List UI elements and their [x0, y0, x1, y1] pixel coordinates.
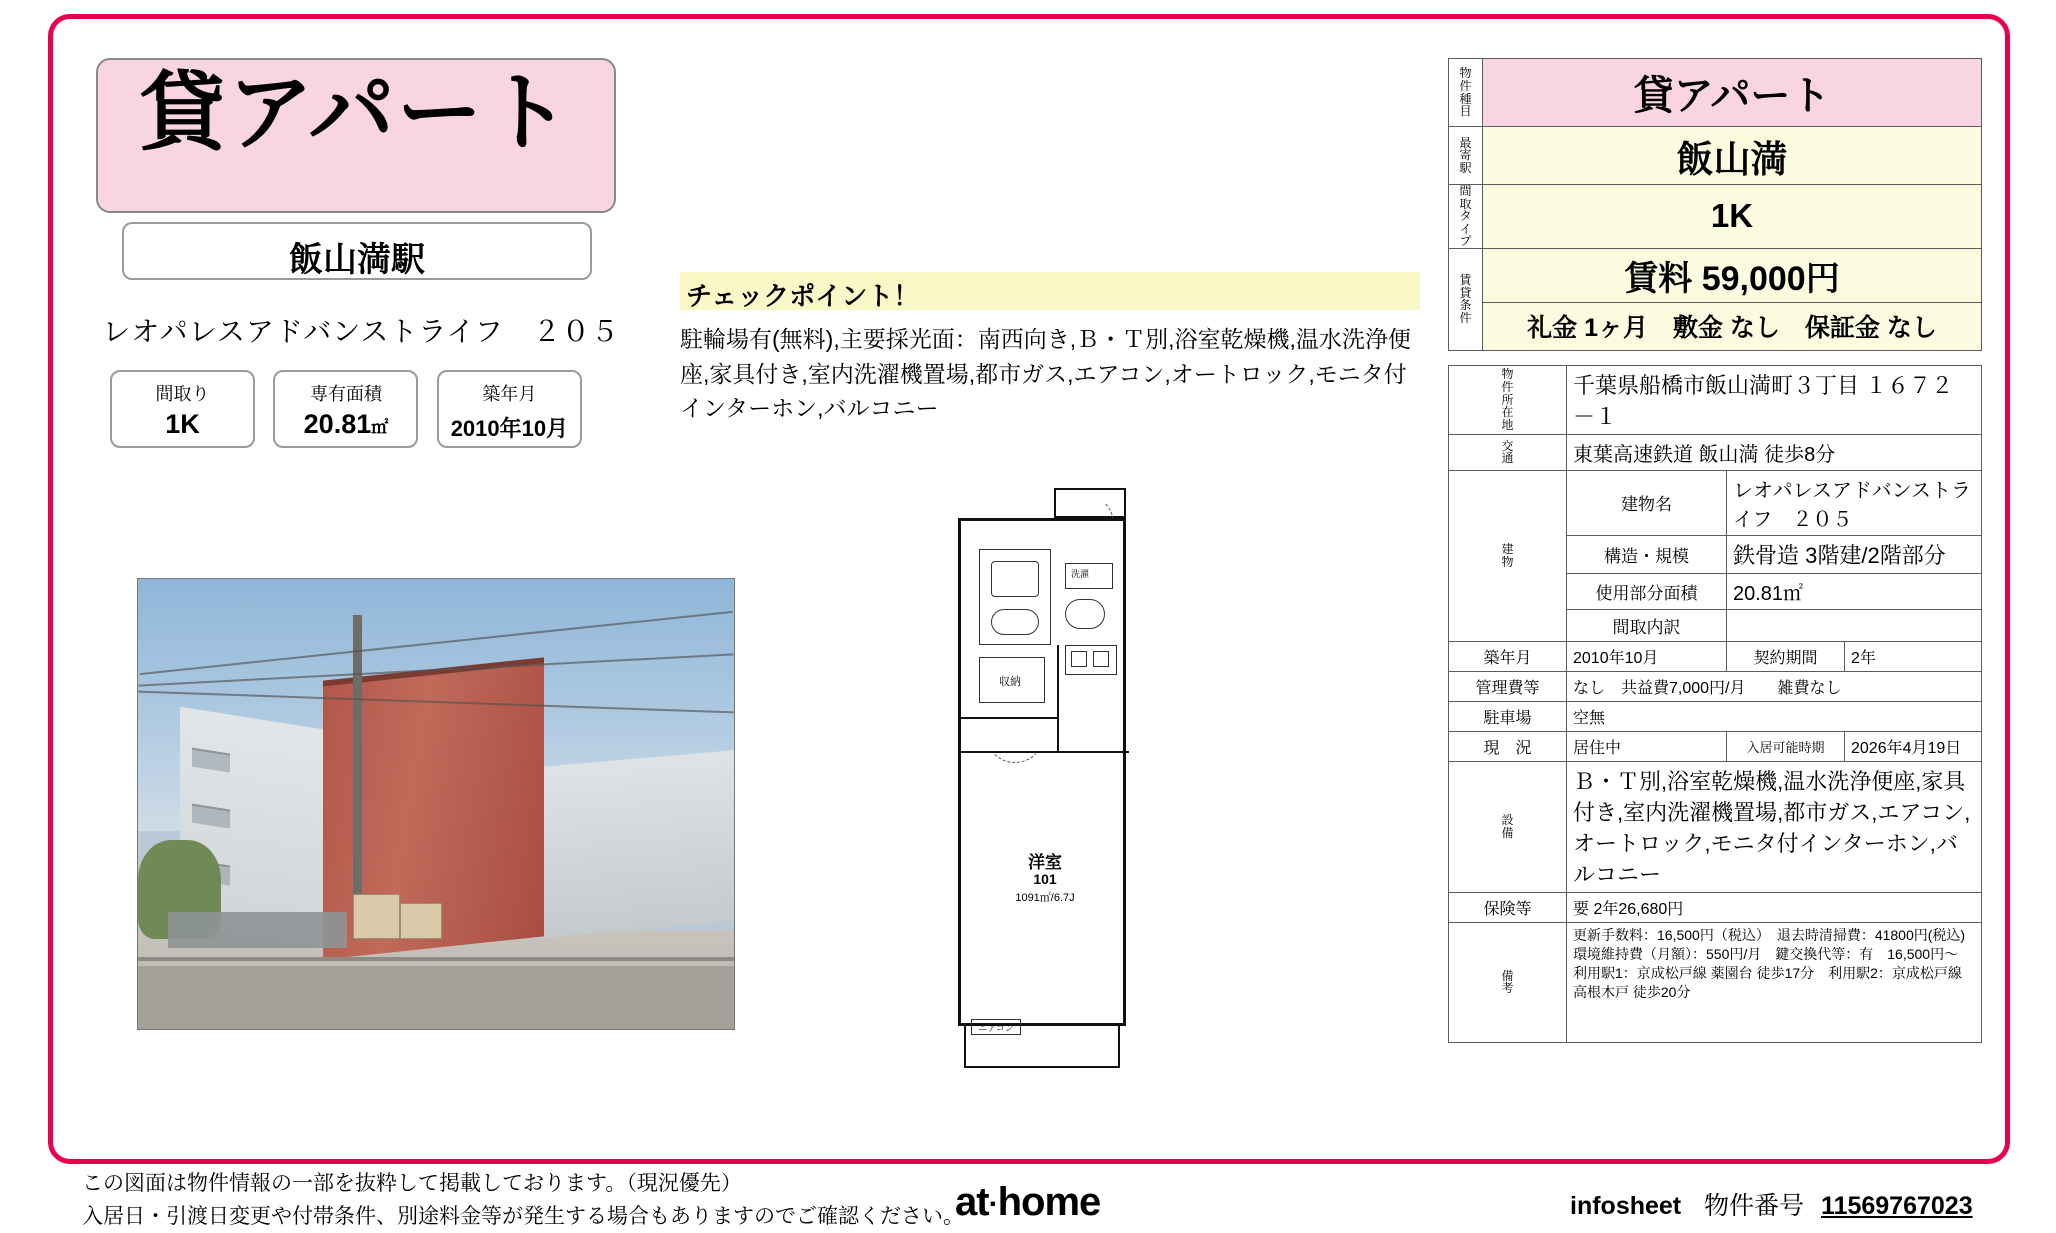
property-no-label: 物件番号 — [1704, 1192, 1805, 1220]
floorplan-room-name: 洋室 — [1028, 853, 1062, 872]
row-value-parking: 空無 — [1567, 701, 1982, 731]
row-value-area: 20.81㎡ — [1727, 573, 1982, 609]
row-value-insurance: 要 2年26,680円 — [1567, 892, 1982, 922]
row-label-remarks: 備 考 — [1449, 922, 1567, 1042]
row-value-available: 2026年4月19日 — [1845, 731, 1982, 761]
floorplan-sink-small — [1093, 651, 1109, 667]
table-row — [1449, 641, 1982, 671]
property-photo — [137, 578, 735, 1030]
table-row — [1449, 365, 1982, 434]
athome-brand-home: home — [997, 1180, 1101, 1224]
row-label-status: 現 況 — [1449, 731, 1567, 761]
photo-fence — [168, 912, 347, 948]
row-label-category: 物 件 種 目 — [1449, 59, 1483, 127]
category-title-box — [96, 58, 616, 213]
row-label-fees: 管理費等 — [1449, 671, 1567, 701]
table-row — [1449, 922, 1982, 1042]
floorplan-bathtub — [991, 561, 1039, 597]
floorplan-stove — [1071, 651, 1087, 667]
row-value-built: 2010年10月 — [1567, 641, 1727, 671]
table-row — [1449, 731, 1982, 761]
floorplan-room — [961, 753, 1129, 1029]
row-value-contract: 2年 — [1845, 641, 1982, 671]
row-value-structure: 鉄骨造 3階建/2階部分 — [1727, 535, 1982, 573]
photo-neighbor-building — [531, 750, 734, 939]
table-row — [1449, 302, 1982, 350]
row-label-insurance: 保険等 — [1449, 892, 1567, 922]
table-row — [1449, 701, 1982, 731]
photo-object — [400, 903, 442, 939]
spec-label: 専有面積 — [309, 384, 382, 404]
row-value-category: 貸アパート — [1483, 59, 1982, 127]
floor-plan — [958, 490, 1158, 1070]
row-value-address: 千葉県船橋市飯山満町３丁目 １６７２－１ — [1567, 365, 1982, 434]
floorplan-toilet — [1065, 599, 1105, 629]
footer-infosheet — [1570, 1186, 1973, 1222]
photo-road — [138, 966, 734, 1029]
station-name: 飯山満駅 — [289, 241, 425, 279]
row-value-layout: 1K — [1483, 185, 1982, 249]
table-row — [1449, 248, 1982, 302]
floorplan-storage-label: 収納 — [999, 676, 1021, 688]
sub-label-structure: 構造・規模 — [1567, 535, 1727, 573]
disclaimer-line-1: この図面は物件情報の一部を抜粋して掲載しております。（現況優先） — [82, 1172, 742, 1195]
photo-object — [353, 894, 401, 939]
row-label-built: 築年月 — [1449, 641, 1567, 671]
row-value-rent: 賃料 59,000円 — [1483, 248, 1982, 302]
footer-disclaimer — [82, 1168, 964, 1233]
row-value-fees: なし 共益費7,000円/月 雑費なし — [1567, 671, 1982, 701]
right-panel — [1448, 58, 1982, 1043]
table-row — [1449, 59, 1982, 127]
floorplan-wall — [1057, 645, 1059, 753]
row-value-building-name: レオパレスアドバンストライフ ２０５ — [1727, 470, 1982, 535]
floorplan-balcony — [964, 1026, 1120, 1068]
table-row — [1449, 434, 1982, 470]
row-label-building: 建 物 — [1449, 470, 1567, 641]
row-label-parking: 駐車場 — [1449, 701, 1567, 731]
details-table — [1448, 365, 1982, 1043]
floorplan-sink — [991, 609, 1039, 635]
table-row — [1449, 470, 1982, 535]
infosheet-label: infosheet — [1570, 1192, 1682, 1220]
spec-label: 築年月 — [482, 384, 537, 404]
sub-label-layout-detail: 間取内訳 — [1567, 609, 1727, 641]
row-label-contract: 契約期間 — [1727, 641, 1845, 671]
row-label-layout: 間 取 タ イ プ — [1449, 185, 1483, 249]
table-row — [1449, 761, 1982, 892]
row-label-address: 物 件 所 在 地 — [1449, 365, 1567, 434]
row-label-station: 最 寄 駅 — [1449, 127, 1483, 185]
floorplan-room-number: 101 — [1033, 871, 1057, 887]
building-name: レオパレスアドバンストライフ ２０５ — [102, 316, 620, 347]
row-value-status: 居住中 — [1567, 731, 1727, 761]
floorplan-outline — [958, 518, 1126, 1033]
row-value-remarks: 更新手数料：16,500円（税込） 退去時清掃費：41800円(税込) 環境維持費（月額）：550円/月 鍵交換代等：有 16,500円～ 利用駅1：京成松戸線 薬園台 徒歩17分 利用駅2：京成松戸線 高根木戸 徒歩20分 — [1567, 922, 1982, 1042]
athome-dot: · — [988, 1187, 998, 1221]
photo-kerb — [138, 957, 734, 961]
row-value-equipment: Ｂ・Ｔ別,浴室乾燥機,温水洗浄便座,家具付き,室内洗濯機置場,都市ガス,エアコン,オートロック,モニタ付インターホン,バルコニー — [1567, 761, 1982, 892]
row-label-rent-terms: 賃 貸 条 件 — [1449, 248, 1483, 350]
spec-card-area — [273, 370, 418, 448]
spec-card-built — [437, 370, 582, 448]
sub-label-area: 使用部分面積 — [1567, 573, 1727, 609]
spec-value: 2010年10月 — [450, 416, 569, 441]
table-row — [1449, 185, 1982, 249]
spec-value: 20.81㎡ — [303, 409, 389, 439]
row-value-deposit: 礼金 1ヶ月 敷金 なし 保証金 なし — [1483, 302, 1982, 350]
photo-utility-pole — [353, 615, 362, 939]
row-value-layout-detail — [1727, 609, 1982, 641]
floorplan-washer-label: 洗濯 — [1071, 569, 1090, 579]
photo-balcony — [192, 747, 229, 772]
spec-value: 1K — [165, 409, 200, 439]
row-label-equipment: 設 備 — [1449, 761, 1567, 892]
checkpoint-body: 駐輪場有(無料),主要採光面：南西向き,Ｂ・Ｔ別,浴室乾燥機,温水洗浄便座,家具付き,室内洗濯機置場,都市ガス,エアコン,オートロック,モニタ付インターホン,バルコニー — [680, 326, 1411, 421]
station-box — [122, 222, 592, 280]
floorplan-room-size: 1091㎡/6.7J — [1015, 892, 1075, 904]
table-row — [1449, 127, 1982, 185]
disclaimer-line-2: 入居日・引渡日変更や付帯条件、別途料金等が発生する場合もありますのでご確認ください。 — [82, 1204, 964, 1228]
floorplan-aircon: ニアコン — [971, 1019, 1021, 1035]
table-row — [1449, 671, 1982, 701]
spec-card-layout — [110, 370, 255, 448]
checkpoint-title: チェックポイント！ — [686, 281, 920, 311]
athome-brand-at: at — [955, 1180, 989, 1224]
spec-label: 間取り — [155, 384, 210, 404]
checkpoint-title-band — [680, 272, 1420, 310]
category-title: 貸アパート — [139, 65, 573, 161]
row-value-transport: 東葉高速鉄道 飯山満 徒歩8分 — [1567, 434, 1982, 470]
spec-row — [110, 370, 596, 448]
summary-table — [1448, 58, 1982, 351]
floorplan-wall — [961, 751, 1129, 753]
row-label-available: 入居可能時期 — [1727, 731, 1845, 761]
athome-logo — [955, 1180, 1100, 1225]
row-value-station: 飯山満 — [1483, 127, 1982, 185]
photo-balcony — [192, 803, 229, 828]
row-label-transport: 交 通 — [1449, 434, 1567, 470]
property-no-value: 11569767023 — [1821, 1192, 1973, 1220]
table-row — [1449, 892, 1982, 922]
sub-label-building-name: 建物名 — [1567, 470, 1727, 535]
